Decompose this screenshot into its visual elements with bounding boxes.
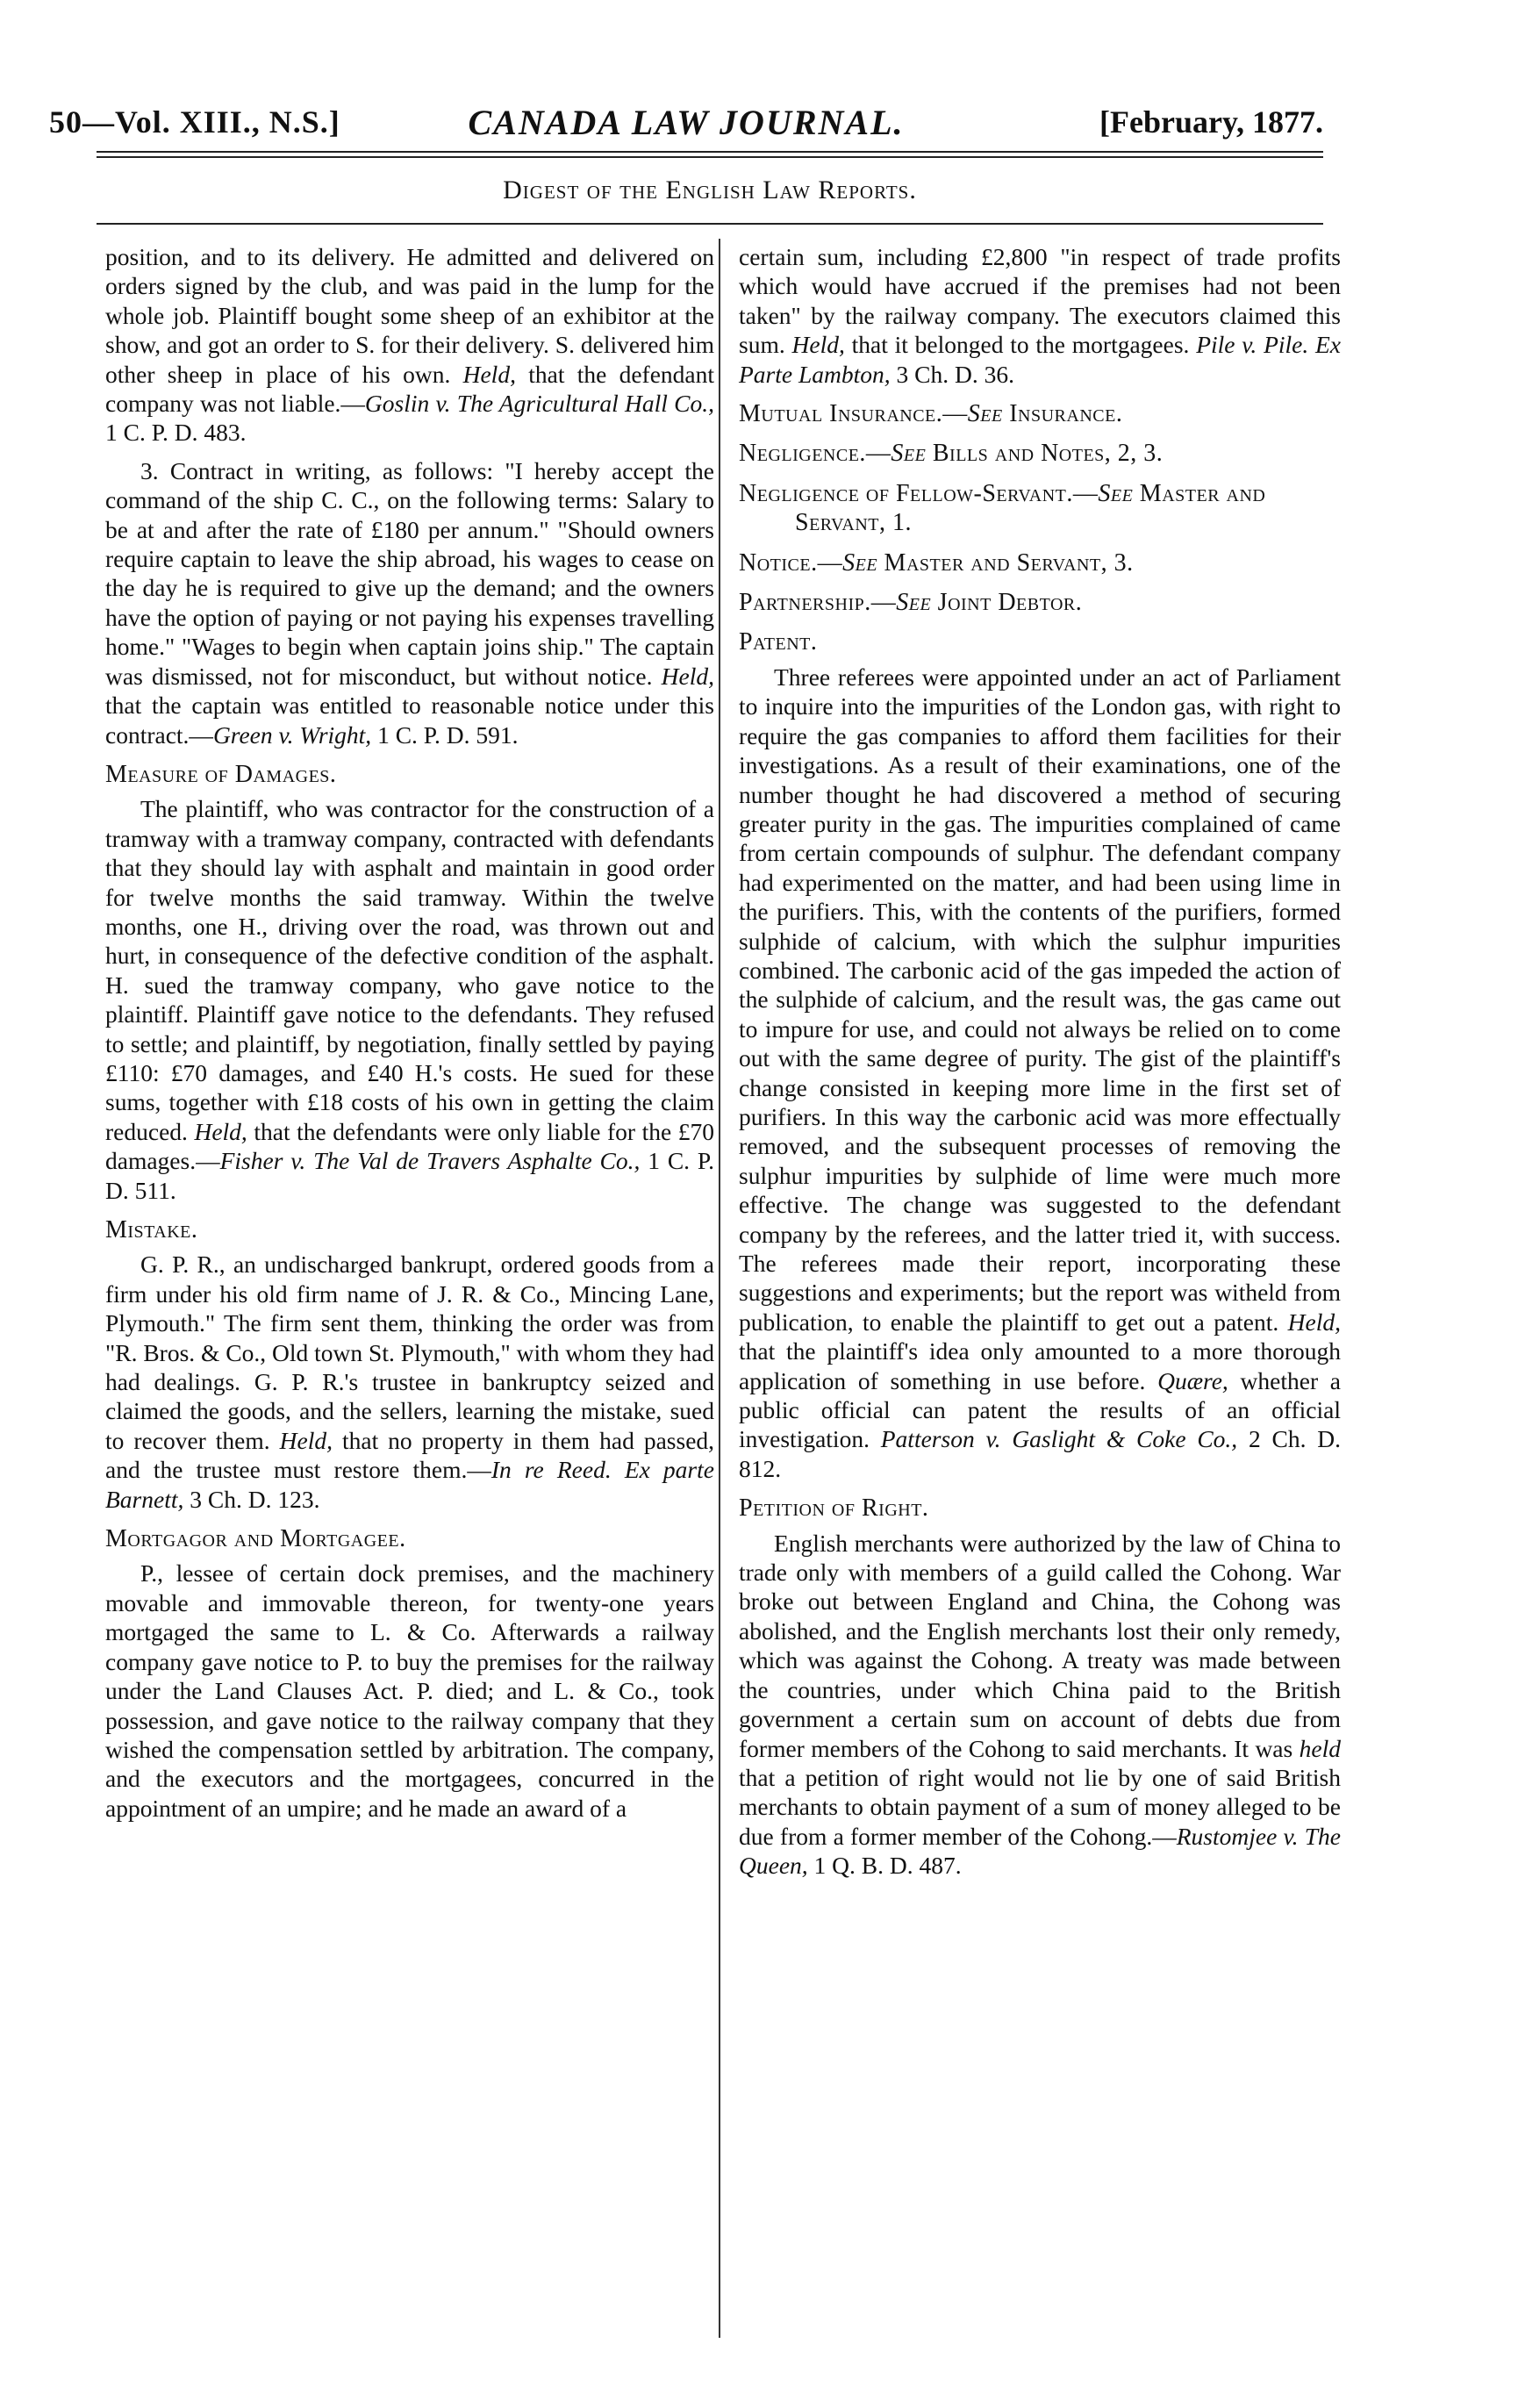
paragraph: certain sum, including £2,800 "in respect of trade profits which would have accrued if the premises had not been taken" by the railway company. The executors claimed this sum. Held, that it belonged to the mortgagees. Pile v. Pile. Ex Parte Lambton, 3 Ch. D. 36. [739,243,1342,388]
paragraph: 3. Contract in writing, as follows: "I hereby accept the command of the ship C. C., on the following terms: Salary to be at and after the rate of £180 per annum." "Should owners require captain to leave the ship abroad, his wages to cease on the day he is required to give up the demand; and the owners have the option of paying or not paying his expenses travelling home." "Wages to begin when captain joins ship." The captain was dismissed, not for misconduct, but without notice. Held, that the captain was entitled to reasonable notice under this contract.—Green v. Wright, 1 C. P. D. 591. [105,456,715,749]
column-divider [719,239,720,2338]
case-name: Patterson v. Gaslight & Coke Co., [880,1425,1238,1453]
case-name: Green v. Wright, [212,720,372,749]
paragraph: position, and to its delivery. He admitted and delivered on orders signed by the club, and was paid in the lump for the whole job. Plaintiff bought some sheep of an exhibitor at the show, and got an order to S. for their delivery. S. delivered him other sheep in place of his own. Held, that the defendant company was not liable.—Goslin v. The Agricultural Hall Co., 1 C. P. D. 483. [105,243,714,447]
heading-partnership: Partnership.—See Joint Debtor. [739,589,1083,617]
paragraph: G. P. R., an undischarged bankrupt, ordered goods from a firm under his old firm name of J. R. & Co., Mincing Lane, Plymouth." The firm sent them, thinking the order was from "R. Bros. & Co., Old town St. Plymouth," with whom they had had dealings. G. P. R.'s trustee in bankruptcy seized and claimed the goods, and the sellers, learning the mistake, sued to recover them. Held, that no property in them had passed, and the trustee must restore them.—In re Reed. Ex parte Barnett, 3 Ch. D. 123. [105,1251,715,1513]
paragraph: Three referees were appointed under an act of Parliament to inquire into the impurities of the London gas, with right to require the gas companies to afford them facilities for their investigations. As a result of their examinations, one of the number thought he had discovered a method of securing greater purity in the gas. The impurities complained of came from certain compounds of sulphur. The defendant company had experimented on the matter, and had been using lime in the purifiers. This, with the contents of the purifiers, formed sulphide of calcium, with which the sulphur impurities combined. The carbonic acid of the gas impeded the action of the sulphide of calcium, and the result was, the gas came out to impure for use, and could not always be relied on to come out with the same degree of purity. The gist of the plaintiff's change consisted in keeping more lime in the first set of purifiers. In this way the carbonic acid was more effectually removed, and the subsequent processes of removing the sulphur impurities by sulphide of lime were much more effective. The change was suggested to the defendant company by the referees, and the latter tried it, with success. The referees made their report, incorporating these suggestions and experiments; but the report was witheld from publication, to enable the plaintiff to get out a patent. Held, that the plaintiff's idea only amounted to a more thorough application of something in use before. Quære, whether a public official can patent the results of an official investigation. Patterson v. Gaslight & Coke Co., 2 Ch. D. 812. [739,663,1342,1482]
header-rule-bottom [97,156,1323,158]
citation: 1 Q. B. D. 487. [813,1852,962,1880]
citation: 3 Ch. D. 123. [190,1485,320,1513]
running-header [49,95,1323,147]
heading-negligence: Negligence.—See Bills and Notes, 2, 3. [739,440,1164,468]
citation: 3 Ch. D. 36. [896,360,1014,388]
case-name: In re Reed. Ex parte Barnett, [105,1456,714,1513]
heading-petition-of-right: Petition of Right. [739,1494,929,1523]
case-name: Goslin v. The Agricultural Hall Co., [364,390,714,418]
heading-measure-of-damages: Measure of Damages. [105,760,337,788]
case-name: Pile v. Pile. Ex Parte Lambton, [739,331,1342,388]
right-column [739,242,1341,1889]
heading-notice: Notice.—See Master and Servant, 3. [739,548,1134,577]
issue-date: [February, 1877. [1099,104,1323,140]
citation: 1 C. P. D. 511. [105,1147,715,1204]
left-column [105,242,714,1831]
heading-negligence-fellow-servant: Negligence of Fellow-Servant.—See Master and Servant, 1. [739,479,1266,537]
heading-patent: Patent. [739,628,818,656]
citation: 2 Ch. D. 812. [739,1425,1342,1482]
citation: 1 C. P. D. 591. [377,720,519,749]
section-rule [97,223,1323,225]
journal-title: CANADA LAW JOURNAL. [468,103,905,142]
case-name: Rustomjee v. The Queen, [739,1822,1341,1880]
heading-mortgagor-and-mortgagee: Mortgagor and Mortgagee. [105,1525,406,1553]
citation: 1 C. P. D. 483. [105,419,247,447]
case-name: Fisher v. The Val de Travers Asphalte Co., [219,1147,641,1175]
heading-mistake: Mistake. [105,1216,198,1243]
heading-mutual-insurance: Mutual Insurance.—See Insurance. [739,400,1123,428]
section-title: Digest of the English Law Reports. [503,176,917,204]
header-rule-top [97,151,1323,153]
volume-label: 50—Vol. XIII., N.S.] [49,104,340,140]
paragraph: The plaintiff, who was contractor for the construction of a tramway with a tramway company, contracted with defendants that they should lay with asphalt and maintain in good order for twelve months the said tramway. Within the twelve months, one H., driving over the road, was thrown out and hurt, in consequence of the defective condition of the asphalt. H. sued the tramway company, who gave notice to the plaintiff. Plaintiff gave notice to the defendants. They refused to settle; and plaintiff, by negotiation, finally settled by paying £110: £70 damages, and £40 H.'s costs. He sued for these sums, together with £18 costs of his own in getting the claim reduced. Held, that the defendants were only liable for the £70 damages.—Fisher v. The Val de Travers Asphalte Co., 1 C. P. D. 511. [105,795,715,1204]
paragraph: P., lessee of certain dock premises, and the machinery movable and immovable thereon, for twenty-one years mortgaged the same to L. & Co. Afterwards a railway company gave notice to P. to buy the premises for the railway under the Land Clauses Act. P. died; and L. & Co., took possession, and gave notice to the railway company that they wished the compensation settled by arbitration. The company, and the executors and the mortgagees, concurred in the appointment of an umpire; and he made an award of a [105,1559,714,1822]
paragraph: English merchants were authorized by the law of China to trade only with members of a guild called the Cohong. War broke out between England and China, the Cohong was abolished, and the English merchants lost their only remedy, which was against the Cohong. A treaty was made between the countries, under which China paid to the British government a certain sum on account of debts due from former members of the Cohong to said merchants. It was held that a petition of right would not lie by one of said British merchants to obtain payment of a sum of money alleged to be due from a former member of the Cohong.—Rustomjee v. The Queen, 1 Q. B. D. 487. [739,1529,1342,1880]
